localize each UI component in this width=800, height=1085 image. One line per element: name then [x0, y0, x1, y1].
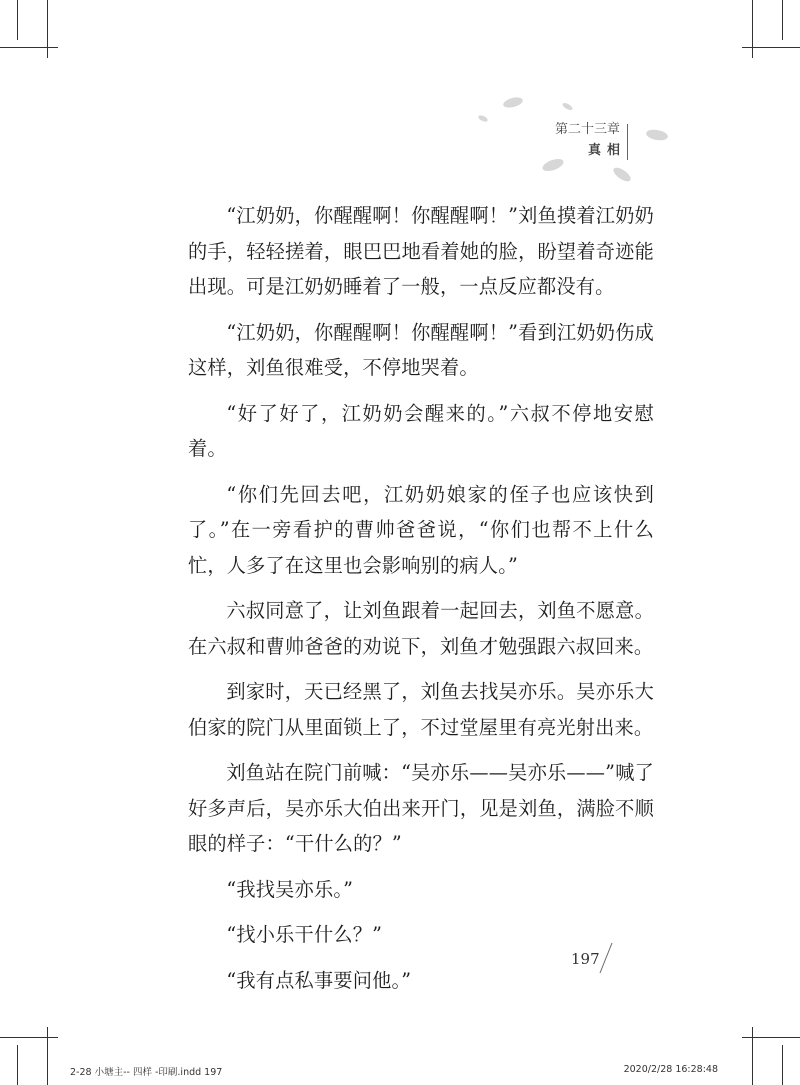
paragraph: “江奶奶，你醒醒啊！你醒醒啊！”刘鱼摸着江奶奶的手，轻轻搓着，眼巴巴地看着她的脸，盼望着奇迹能出现。可是江奶奶睡着了一般，一点反应都没有。: [188, 204, 654, 298]
crop-mark-bottom-right-v2: [782, 1045, 783, 1085]
petal-decoration: [502, 96, 524, 110]
paragraph: “找小乐干什么？”: [226, 923, 383, 946]
paragraph: 刘鱼站在院门前喊：“吴亦乐——吴亦乐——”喊了好多声后，吴亦乐大伯出来开门，见是刘鱼，满脸不顺眼的样子：“干什么的？”: [188, 761, 654, 855]
crop-mark-bottom-left-h: [0, 1037, 58, 1038]
paragraph: “我有点私事要问他。”: [226, 968, 412, 992]
crop-mark-bottom-left-v: [47, 1027, 48, 1085]
crop-mark-top-right-v: [752, 0, 753, 58]
body-text: [188, 198, 654, 1008]
paragraph: 六叔同意了，让刘鱼跟着一起回去，刘鱼不愿意。在六叔和曹帅爸爸的劝说下，刘鱼才勉强跟六叔回来。: [188, 599, 654, 658]
crop-mark-top-left-v2: [17, 0, 18, 40]
crop-mark-top-right-v2: [782, 0, 783, 40]
petal-decoration: [611, 165, 633, 184]
chapter-header: [554, 119, 626, 161]
slug-filename: 2-28 小塘主-- 四样 -印刷.indd 197: [70, 1067, 223, 1078]
petal-decoration: [477, 114, 488, 123]
crop-mark-top-left-h: [0, 47, 58, 48]
chapter-label: 第二十三章: [554, 122, 620, 137]
paragraph: “我找吴亦乐。”: [226, 877, 354, 901]
paragraph: “江奶奶，你醒醒啊！你醒醒啊！”看到江奶奶伤成这样，刘鱼很难受，不停地哭着。: [188, 320, 654, 379]
petal-decoration: [645, 128, 668, 142]
crop-mark-top-right-h: [742, 47, 800, 48]
petal-decoration: [561, 102, 573, 112]
chapter-rule: [627, 124, 628, 160]
crop-mark-top-left-v: [47, 0, 48, 58]
paragraph: “你们先回去吧，江奶奶娘家的侄子也应该快到了。”在一旁看护的曹帅爸爸说，“你们也帮不上什么忙，人多了在这里也会影响别的病人。”: [188, 482, 654, 577]
chapter-title: 真相: [587, 143, 626, 158]
paragraph: 到家时，天已经黑了，刘鱼去找吴亦乐。吴亦乐大伯家的院门从里面锁上了，不过堂屋里有亮光射出来。: [188, 680, 654, 739]
crop-mark-bottom-right-v: [752, 1027, 753, 1085]
paragraph: “好了好了，江奶奶会醒来的。”六叔不停地安慰着。: [188, 401, 654, 460]
crop-mark-bottom-right-h: [742, 1037, 800, 1038]
page-number-slash: [598, 942, 614, 974]
crop-mark-bottom-left-v2: [17, 1045, 18, 1085]
slug-timestamp: 2020/2/28 16:28:48: [623, 1064, 718, 1075]
page-number: 197: [571, 950, 600, 968]
